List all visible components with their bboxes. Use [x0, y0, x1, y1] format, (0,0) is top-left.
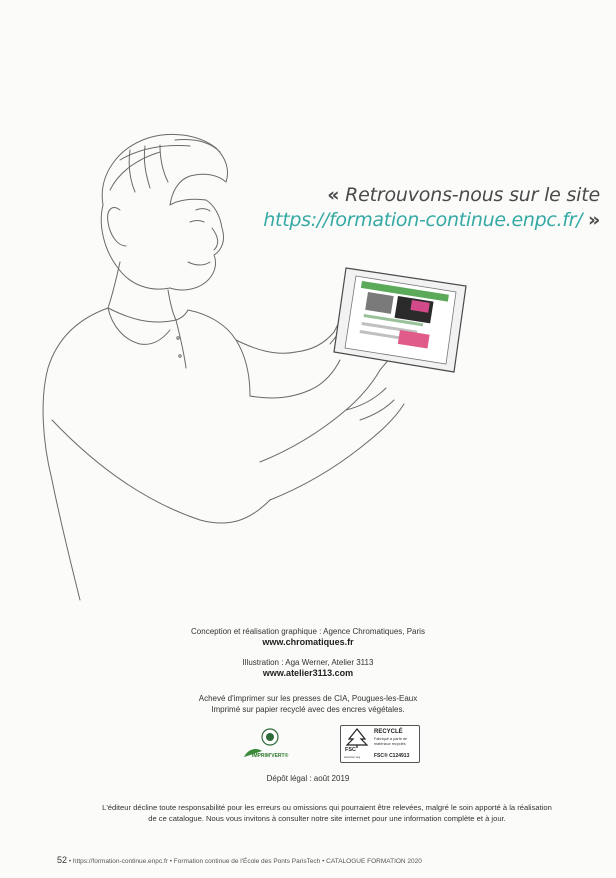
legal-deposit: Dépôt légal : août 2019 [266, 774, 350, 783]
quote-line-1 [230, 183, 600, 208]
fsc-org: www.fsc.org [344, 755, 361, 759]
certification-logos [240, 725, 430, 765]
imprimvert-logo [242, 727, 302, 763]
design-credit [150, 626, 466, 648]
design-credit-label: Conception et réalisation graphique : Agence Chromatiques, Paris [191, 627, 425, 636]
website-quote [230, 183, 600, 233]
disclaimer [62, 802, 592, 824]
fsc-tree-icon [343, 727, 373, 749]
tablet-device [334, 268, 466, 372]
close-quote-mark: » [588, 209, 600, 231]
quote-text: Retrouvons-nous sur le site [345, 184, 600, 206]
printing-line-1: Achevé d'imprimer sur les presses de CIA, Pougues-les-Eaux [198, 694, 418, 703]
fsc-fabrique-text: Fabriqué à partir de matériaux recyclés [374, 737, 408, 746]
quote-line-2 [230, 208, 600, 233]
open-quote-mark: « [327, 184, 340, 206]
illustration-credit-url[interactable]: www.atelier3113.com [262, 668, 354, 678]
site-url-link[interactable]: https://formation-continue.enpc.fr/ [263, 209, 583, 231]
page-footer [57, 855, 422, 865]
fsc-name: FSC [345, 747, 356, 753]
printing-credit [150, 693, 466, 715]
fsc-recycled-logo [340, 725, 420, 763]
disclaimer-line-1: L'éditeur décline toute responsabilité pour les erreurs ou omissions qui pourraient être relevées, malgré le soin apporté à la réalisation [102, 803, 552, 812]
printing-line-2: Imprimé sur papier recyclé avec des encres végétales. [211, 705, 405, 714]
imprimvert-label: IMPRIM'VERT® [252, 753, 289, 759]
illustration-credit-label: Illustration : Aga Werner, Atelier 3113 [242, 658, 374, 667]
disclaimer-line-2: de ce catalogue. Nous vous invitons à consulter notre site internet pour une information complète et à jour. [148, 814, 506, 823]
fsc-code: FSC® C124913 [374, 753, 410, 759]
design-credit-url[interactable]: www.chromatiques.fr [262, 637, 354, 647]
illustration-credit [150, 657, 466, 679]
fsc-recycled-label: RECYCLÉ [374, 729, 403, 735]
footer-text: • https://formation-continue.enpc.fr • Formation continue de l'École des Ponts ParisTech • CATALOGUE FORMATION 2020 [67, 858, 422, 865]
page-number: 52 [57, 855, 68, 865]
